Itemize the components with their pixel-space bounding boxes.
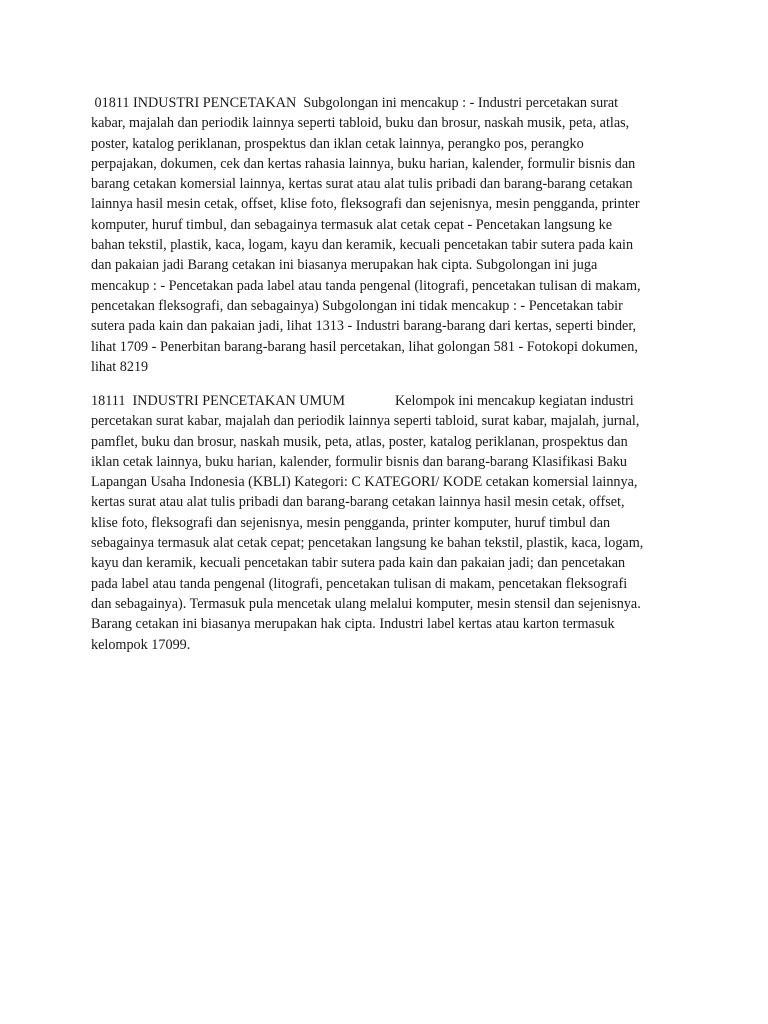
text-line: Lapangan Usaha Indonesia (KBLI) Kategori: C KATEGORI/ KODE cetakan komersial lainnya, [91, 474, 638, 491]
text-line: percetakan surat kabar, majalah dan periodik lainnya seperti tabloid, surat kabar, majalah, jurnal, [91, 413, 640, 430]
text-line: Barang cetakan ini biasanya merupakan hak cipta. Industri label kertas atau karton termasuk [91, 616, 615, 633]
text-line: kayu dan keramik, kecuali pencetakan tabir sutera pada kain dan pakaian jadi; dan pencetakan [91, 555, 626, 572]
paragraph-01811 [91, 93, 685, 377]
text-line: sutera pada kain dan pakaian jadi, lihat 1313 - Industri barang-barang dari kertas, seperti binder, [91, 318, 637, 335]
text-line: komputer, huruf timbul, dan sebagainya termasuk alat cetak cepat - Pencetakan langsung ke [91, 216, 613, 233]
text-line-first [91, 391, 685, 411]
text-line: lainnya hasil mesin cetak, offset, klise foto, fleksografi dan sejenisnya, mesin pengganda, printer [91, 196, 640, 213]
text-line: poster, katalog periklanan, prospektus dan iklan cetak lainnya, perangko pos, perangko [91, 135, 584, 152]
text-line: iklan cetak lainnya, buku harian, kalender, formulir bisnis dan barang-barang Klasifikasi Baku [91, 453, 628, 470]
text-line: barang cetakan komersial lainnya, kertas surat atau alat tulis pribadi dan barang-barang cetakan [91, 176, 633, 193]
text-line: dan sebagainya). Termasuk pula mencetak ulang melalui komputer, mesin stensil dan sejenisnya. [91, 595, 641, 612]
text-line: 01811 INDUSTRI PENCETAKAN Subgolongan ini mencakup : - Industri percetakan surat [91, 95, 619, 111]
text-line: sebagainya termasuk alat cetak cepat; pencetakan langsung ke bahan tekstil, plastik, kaca, logam, [91, 535, 644, 552]
text-line: mencakup : - Pencetakan pada label atau tanda pengenal (litografi, pencetakan tulisan di makam, [91, 277, 641, 294]
text-line: pada label atau tanda pengenal (litografi, pencetakan tulisan di makam, pencetakan fleksografi [91, 575, 628, 592]
text-line: pencetakan fleksografi, dan sebagainya) Subgolongan ini tidak mencakup : - Pencetakan tabir [91, 297, 623, 314]
text-line: lihat 8219 [91, 358, 149, 375]
text-line: klise foto, fleksografi dan sejenisnya, mesin pengganda, printer komputer, huruf timbul dan [91, 514, 611, 531]
text-line: kabar, majalah dan periodik lainnya seperti tabloid, buku dan brosur, naskah musik, peta, atlas, [91, 115, 630, 132]
text-line: bahan tekstil, plastik, kaca, logam, kayu dan keramik, kecuali pencetakan tabir sutera pada kain [91, 237, 634, 254]
paragraph-18111 [91, 391, 685, 655]
text-line: perpajakan, dokumen, cek dan kertas rahasia lainnya, buku harian, kalender, formulir bisnis dan [91, 155, 636, 172]
text-line: kertas surat atau alat tulis pribadi dan barang-barang cetakan lainnya hasil mesin cetak, offset, [91, 494, 625, 511]
text-line-lead: Kelompok ini mencakup kegiatan industri [394, 393, 634, 409]
text-line: lihat 1709 - Penerbitan barang-barang hasil percetakan, lihat golongan 581 - Fotokopi dokumen, [91, 338, 638, 355]
text-line: dan pakaian jadi Barang cetakan ini biasanya merupakan hak cipta. Subgolongan ini juga [91, 257, 598, 274]
text-line: pamflet, buku dan brosur, naskah musik, peta, atlas, poster, katalog periklanan, prospektus dan [91, 433, 628, 450]
section-heading: 18111 INDUSTRI PENCETAKAN UMUM [91, 393, 345, 409]
text-line: kelompok 17099. [91, 636, 191, 653]
